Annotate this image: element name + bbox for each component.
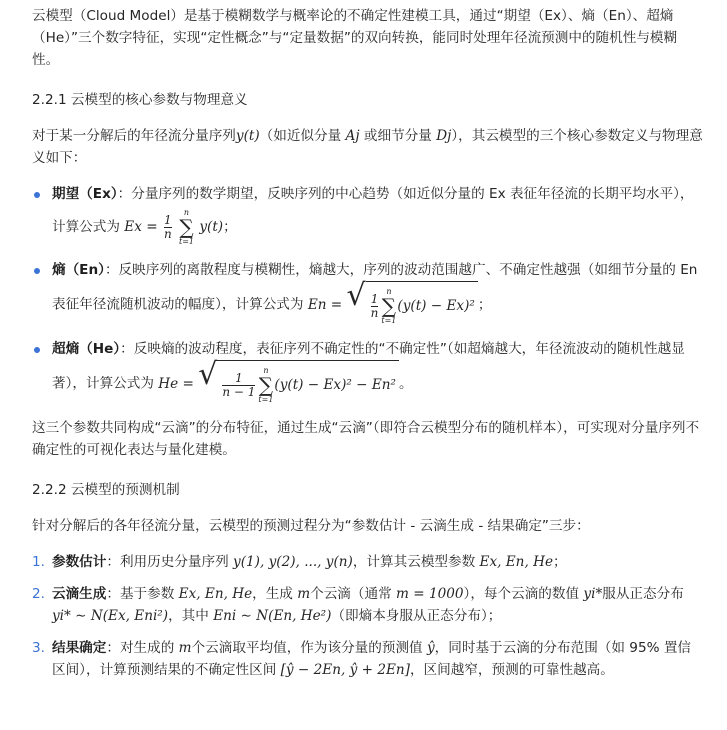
list-item-he [32,338,703,407]
prediction-lead-paragraph: 针对分解后的各年径流分量，云模型的预测过程分为“参数估计 - 云滴生成 - 结果确定”三步： [32,518,590,534]
radical-sign: √ [198,357,218,392]
step-math: yi* [583,586,603,602]
step-number: 1. [32,554,45,570]
frac-num: 1 [370,291,379,306]
math-aj: Aj [345,128,360,144]
formula-ex-frac [164,214,172,241]
step-math: Ex, En, He [178,586,253,602]
step-text: ，区间越窄，预测的可靠性越高。 [409,662,614,678]
step-text: ，计算其云模型参数 [352,554,476,570]
formula-he-sum [258,366,273,404]
step-math: m [178,640,192,656]
formula-he-frac [222,372,255,399]
step-text: 服从正态分布 [602,586,684,602]
sigma-symbol: ∑ [179,215,194,239]
desc-he: ：反映熵的波动程度，表征序列不确定性的“不确定性”（如超熵越大，年径流波动的随机性越显著），计算公式为 [52,341,685,392]
formula-en-body: (y(t) − Ex)² [397,298,475,314]
step-math: Eni ∼ N(En, He²) [213,608,332,624]
step-term: 云滴生成 [52,586,107,602]
lead-text-c: 或细节分量 [363,128,432,144]
step-item-1 [32,551,703,573]
list-item-en [32,259,703,328]
term-ex: 期望（Ex） [52,186,118,202]
step-text: ，同时基于云滴的分布范围（如 95% 置信区间），计算预测结果的不确定性区间 [52,640,692,678]
step-text: ：利用历史分量序列 [106,554,229,570]
step-math: Ex, En, He [479,554,553,570]
params-lead-paragraph [32,125,703,169]
lead-text-d: ），其云模型的三个核心参数定义与物理意义如下： [32,128,703,166]
formula-en [307,278,492,325]
formula-ex-body: y(t) [199,219,224,235]
radicand [217,360,399,407]
desc-ex: ：分量序列的数学期望，反映序列的中心趋势（如近似分量的 Ex 表征年径流的长期平均水平），计算公式为 [52,186,694,235]
section-heading-2-2-1: 2.2.1 云模型的核心参数与物理意义 [32,92,248,108]
formula-he-sqrt [198,357,399,407]
frac-num: 1 [235,370,243,385]
sum-top: n [183,208,190,217]
step-math: m = 1000 [396,586,464,602]
term-en: 熵（En） [52,262,105,278]
formula-en-end: ； [477,296,492,313]
formula-he [158,357,413,404]
formula-en-sqrt [346,278,478,328]
radical-sign: √ [346,278,366,313]
step-text: ，生成 [252,586,293,602]
step-term: 参数估计 [52,554,107,570]
formula-he-end: 。 [399,375,413,392]
step-math: yi* ∼ N(Ex, Eni²) [52,608,169,624]
step-math: [ŷ − 2En, ŷ + 2En] [280,662,410,678]
sum-bottom: t=1 [179,237,195,246]
lead-text-a: 对于某一分解后的年径流分量序列 [32,128,236,144]
intro-paragraph: 云模型（Cloud Model）是基于模糊数学与概率论的不确定性建模工具，通过“期望（Ex）、熵（En）、超熵（He）”三个数字特征，实现“定性概念”与“定量数据”的双向转换，能同时处理年径流预测中的随机性与模糊性。 [32,8,678,68]
sigma-symbol: ∑ [381,294,397,318]
parameter-list [32,183,703,407]
formula-he-lhs: He = [158,375,194,392]
sum-bottom: t=1 [381,316,397,325]
frac-den: n − 1 [222,384,256,399]
sum-bottom: t=1 [258,395,274,404]
formula-ex-sum [179,208,194,246]
term-he: 超熵（He） [52,341,121,357]
frac-den: n [370,305,379,320]
step-text: ：对生成的 [106,640,175,656]
frac-num: 1 [163,212,172,227]
formula-en-sum [381,287,396,325]
list-item-ex [32,183,703,249]
radicand [366,281,478,328]
formula-en-lhs: En = [307,296,343,313]
step-math: y(1), y(2), ..., y(n) [233,554,353,570]
formula-he-body: (y(t) − Ex)² − En² [274,377,397,393]
sum-top: n [386,287,392,296]
frac-den: n [163,226,172,241]
step-math: m [297,586,311,602]
formula-ex [124,208,237,246]
desc-en: ：反映序列的离散程度与模糊性，熵越大，序列的波动范围越广、不确定性越强（如细节分量的 En 表征年径流随机波动的幅度），计算公式为 [52,262,698,313]
step-math: ŷ [426,640,435,656]
lead-text-b: （如近似分量 [259,128,342,144]
step-text: 个云滴取平均值，作为该分量的预测值 [191,640,423,656]
prediction-steps-list [32,551,703,681]
formula-ex-lhs: Ex = [124,219,158,235]
step-text: ：基于参数 [106,586,175,602]
step-number: 2. [32,586,45,602]
formula-en-frac [371,293,379,320]
step-text: ； [552,554,567,570]
step-text: 个云滴（通常 [310,586,392,602]
step-term: 结果确定 [52,640,107,656]
sum-top: n [263,366,269,375]
step-text: ，其中 [168,608,209,624]
math-yt: y(t) [235,128,260,144]
closing-paragraph: 这三个参数共同构成“云滴”的分布特征，通过生成“云滴”（即符合云模型分布的随机样本），可实现对分量序列不确定性的可视化表达与量化建模。 [32,420,700,458]
step-number: 3. [32,640,45,656]
math-dj: Dj [436,128,452,144]
section-heading-2-2-2: 2.2.2 云模型的预测机制 [32,482,180,498]
formula-ex-end: ； [223,219,237,235]
step-text: ），每个云滴的数值 [463,586,580,602]
sigma-symbol: ∑ [258,373,274,397]
step-item-2 [32,583,703,627]
step-text: （即熵本身服从正态分布）； [331,608,502,624]
step-item-3 [32,637,703,681]
